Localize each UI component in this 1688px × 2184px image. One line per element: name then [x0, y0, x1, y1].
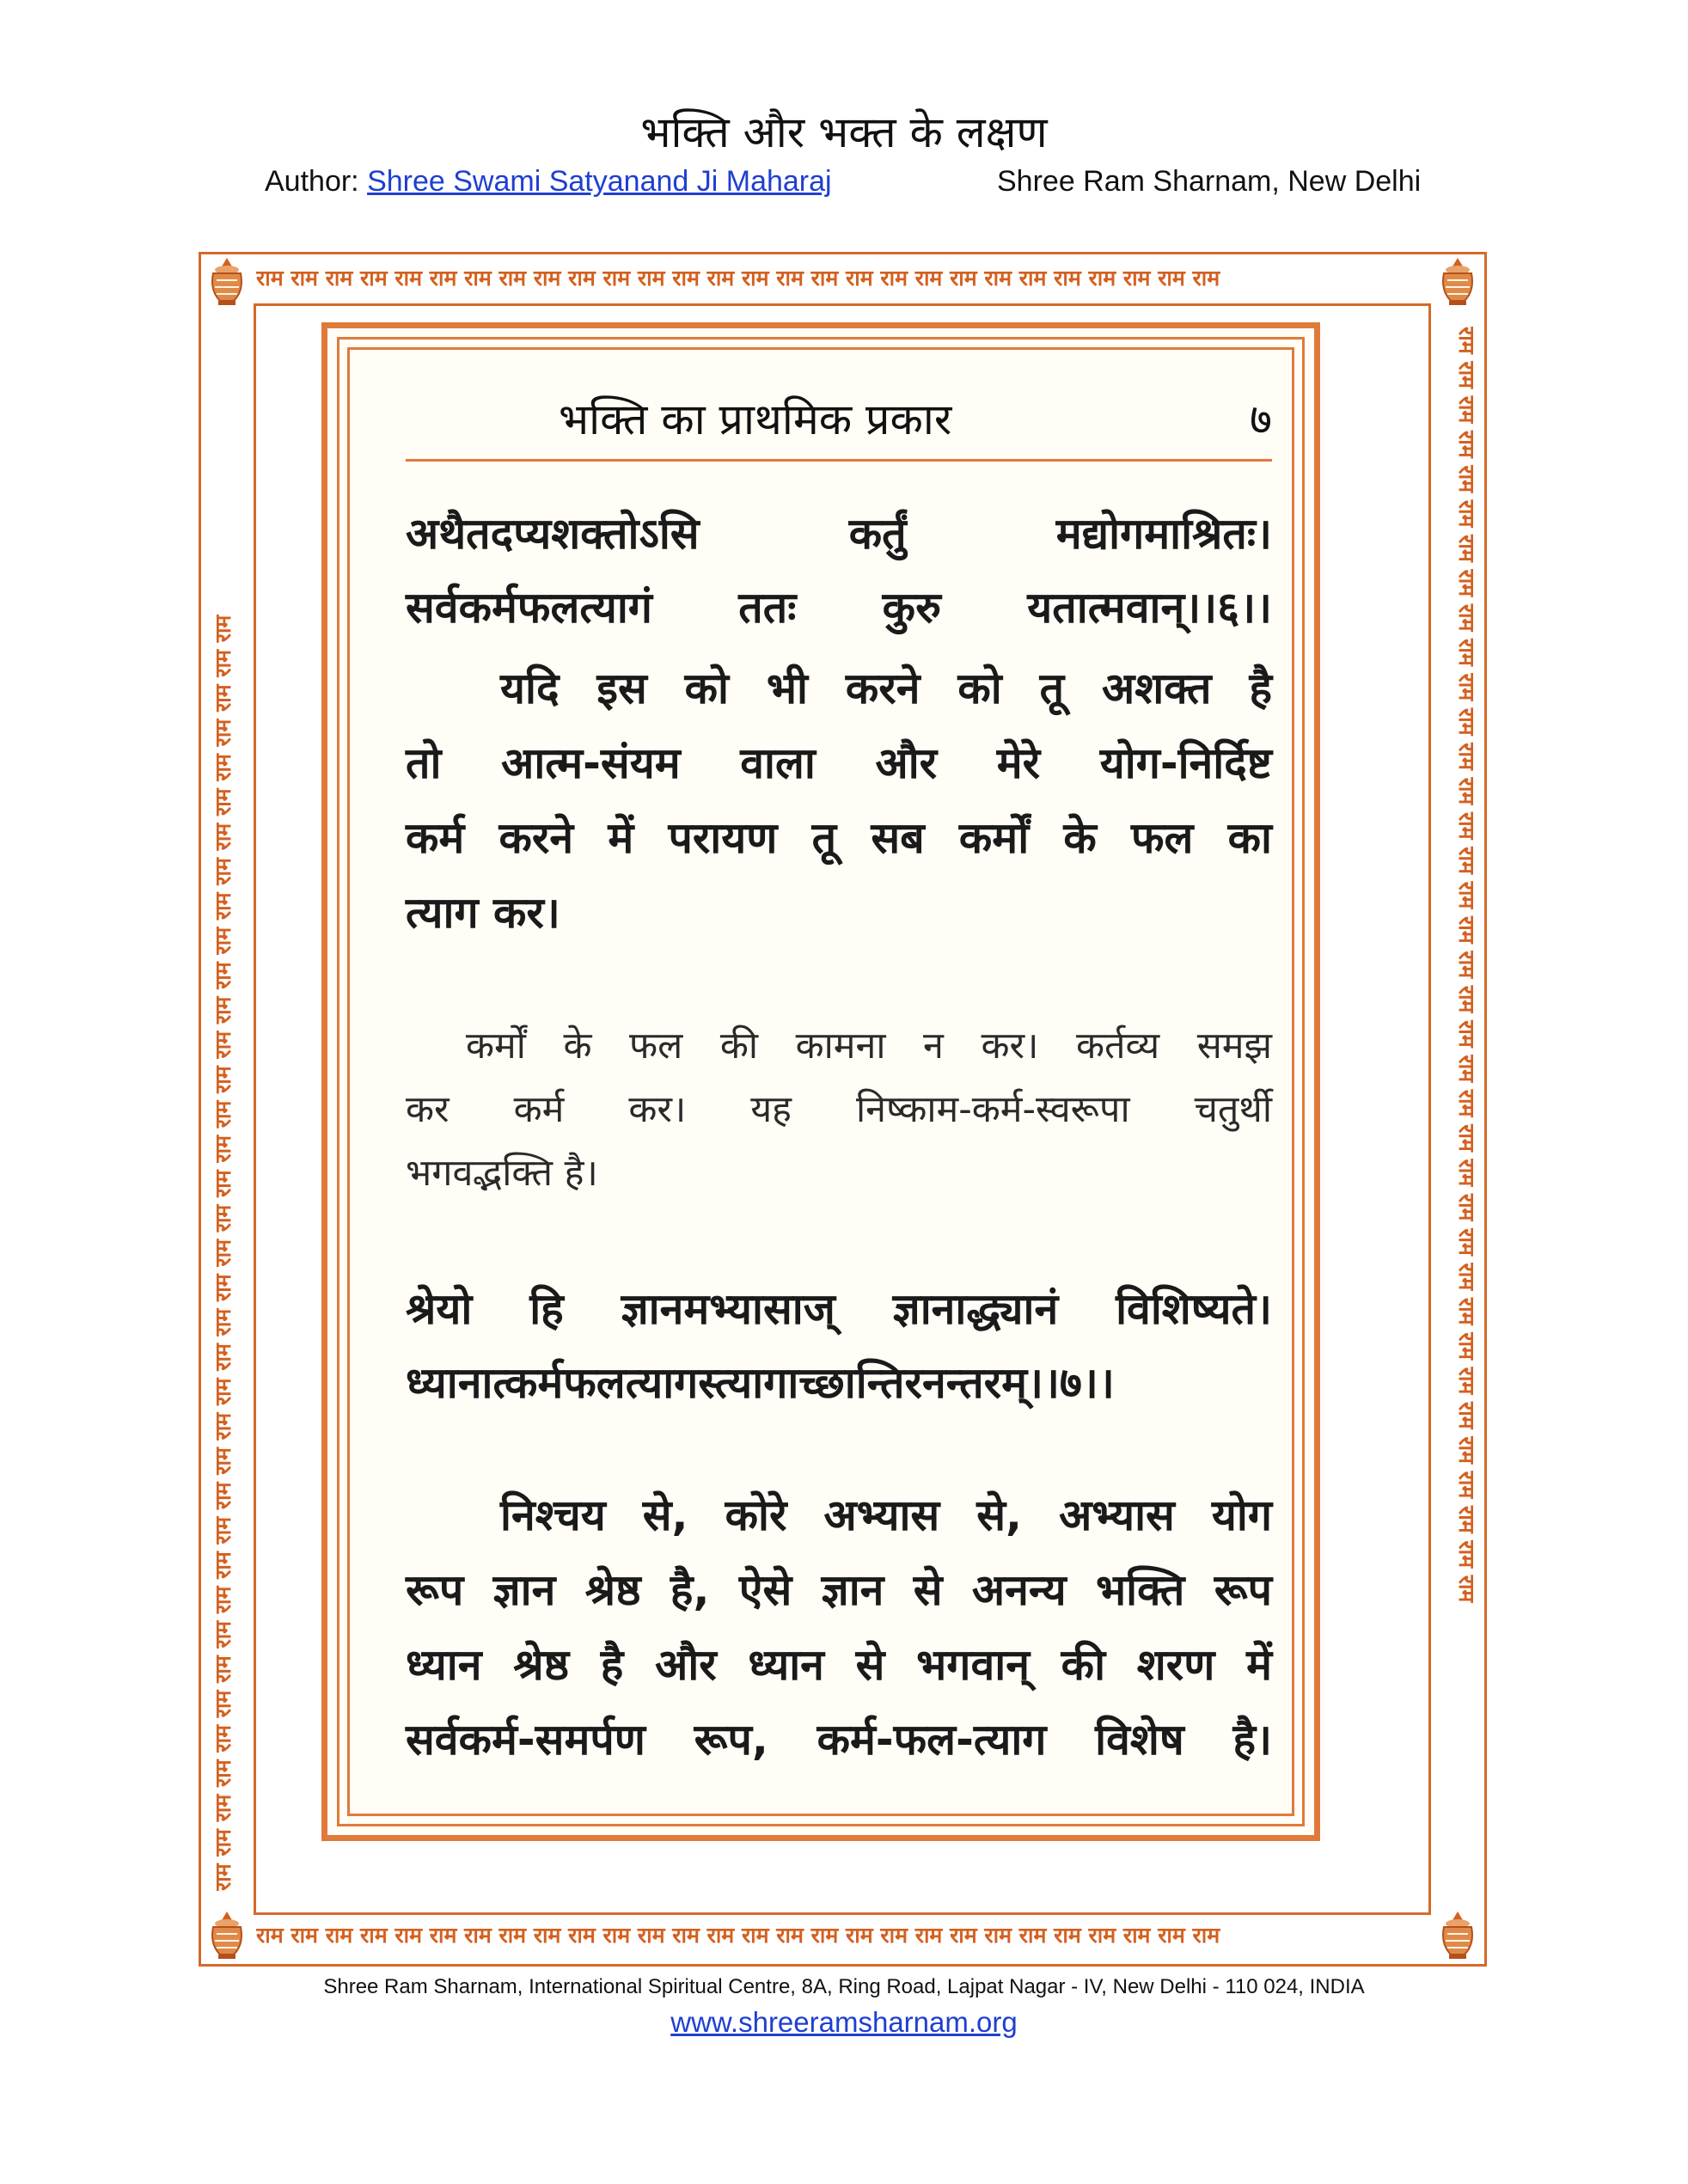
kalash-icon	[1434, 254, 1482, 308]
organization-name: Shree Ram Sharnam, New Delhi	[997, 165, 1422, 198]
verse-line: सर्वकर्मफलत्यागं ततः कुरु यतात्मवान्।।६।।	[406, 582, 1272, 633]
commentary-line: कर कर्म कर। यह निष्काम-कर्म-स्वरूपा चतुर्थी	[406, 1088, 1272, 1131]
prose-line: त्याग कर।	[406, 888, 560, 938]
website-link[interactable]: www.shreeramsharnam.org	[670, 2006, 1018, 2038]
commentary-line: कर्मों के फल की कामना न कर। कर्तव्य समझ	[466, 1025, 1272, 1068]
author-link[interactable]: Shree Swami Satyanand Ji Maharaj	[367, 165, 832, 198]
verse-line: श्रेयो हि ज्ञानमभ्यासाज् ज्ञानाद्ध्यानं विशिष्यते।	[406, 1283, 1272, 1334]
kalash-icon	[1434, 1908, 1482, 1961]
prose-line: यदि इस को भी करने को तू अशक्त है	[500, 664, 1272, 713]
prose-line: सर्वकर्म-समर्पण रूप, कर्म-फल-त्याग विशेष है।	[406, 1715, 1272, 1765]
heading-divider	[406, 459, 1272, 462]
ram-border-left: राम राम राम राम राम राम राम राम राम राम राम राम राम राम राम राम राम राम राम राम राम राम राम राम राम राम राम राम राम राम राम राम राम राम राम राम राम	[211, 615, 235, 1891]
page-heading-title: भक्ति का प्राथमिक प्रकार	[559, 395, 952, 444]
prose-line: कर्म करने में परायण तू सब कर्मों के फल का	[406, 813, 1272, 863]
prose-line: निश्चय से, कोरे अभ्यास से, अभ्यास योग	[500, 1490, 1272, 1540]
prose-line: तो आत्म-संयम वाला और मेरे योग-निर्दिष्ट	[406, 738, 1272, 788]
kalash-icon	[203, 254, 251, 308]
verse-6	[406, 497, 1272, 645]
author-line	[265, 165, 832, 199]
verse-line: ध्यानात्कर्मफलत्यागस्त्यागाच्छान्तिरनन्तरम्।।७।।	[406, 1357, 1115, 1408]
prose-line: रूप ज्ञान श्रेष्ठ है, ऐसे ज्ञान से अनन्य भक्ति रूप	[406, 1565, 1272, 1615]
prose-line: ध्यान श्रेष्ठ है और ध्यान से भगवान् की शरण में	[406, 1640, 1272, 1690]
footer-address: Shree Ram Sharnam, International Spiritual Centre, 8A, Ring Road, Lajpat Nagar - IV, New Delhi - 110 024, INDIA	[323, 1975, 1365, 1998]
author-label: Author:	[265, 165, 368, 198]
kalash-icon	[203, 1908, 251, 1961]
translation-7	[406, 1478, 1272, 1777]
document-title: भक्ति और भक्त के लक्षण	[640, 107, 1048, 157]
ram-border-bottom: राम राम राम राम राम राम राम राम राम राम राम राम राम राम राम राम राम राम राम राम राम राम राम राम राम राम राम राम	[256, 1923, 1220, 1948]
translation-6	[406, 652, 1272, 951]
page-number: ७	[1250, 395, 1272, 444]
footer-website	[0, 2006, 1688, 2039]
verse-line: अथैतदप्यशक्तोऽसि कर्तुं मद्योगमाश्रितः।	[406, 508, 1272, 559]
ram-border-right: राम राम राम राम राम राम राम राम राम राम राम राम राम राम राम राम राम राम राम राम राम राम राम राम राम राम राम राम राम राम राम राम राम राम राम राम राम	[1454, 327, 1479, 1603]
ram-border-top: राम राम राम राम राम राम राम राम राम राम राम राम राम राम राम राम राम राम राम राम राम राम राम राम राम राम राम राम	[256, 266, 1220, 291]
commentary-line: भगवद्भक्ति है।	[406, 1152, 598, 1195]
commentary	[406, 1014, 1272, 1205]
verse-7	[406, 1272, 1272, 1420]
